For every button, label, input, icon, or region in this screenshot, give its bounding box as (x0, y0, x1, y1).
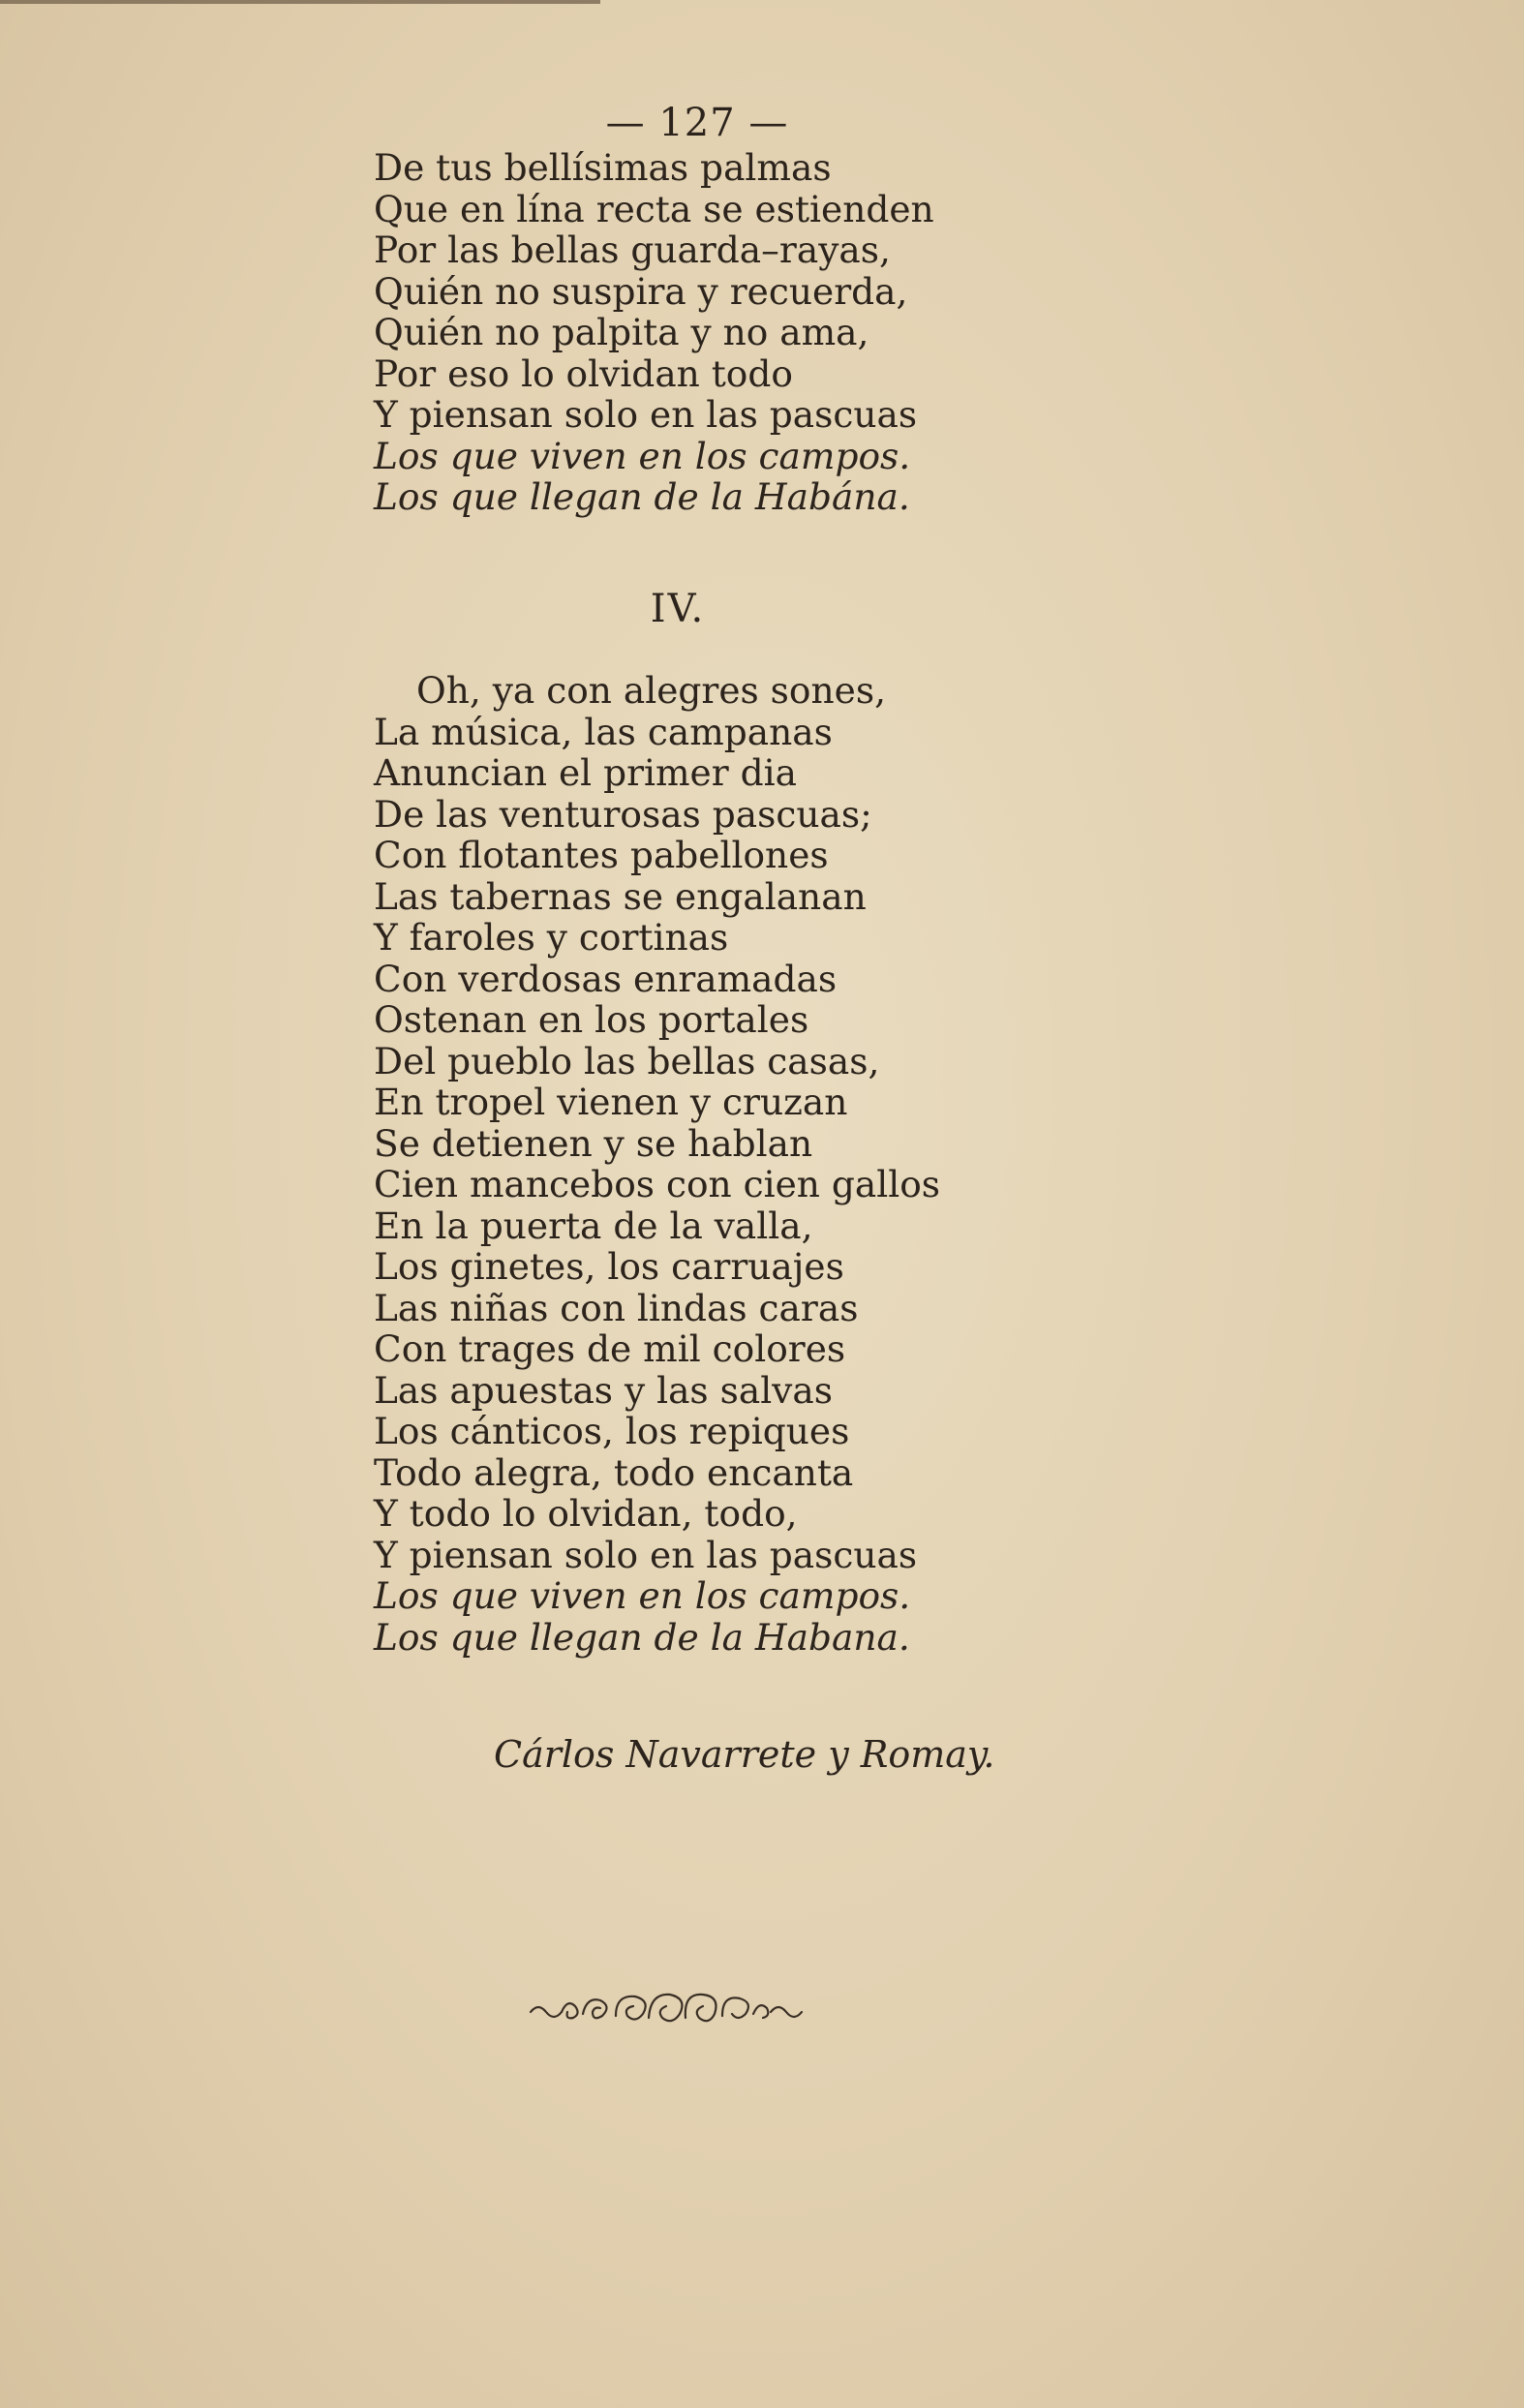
poem-line: Todo alegra, todo encanta (374, 1450, 854, 1494)
stanza-2 (374, 670, 940, 1658)
poem-line: Por eso lo olvidan todo (374, 351, 793, 395)
author-signature: Cárlos Navarrete y Romay. (494, 1733, 995, 1776)
poem-line: Cien mancebos con cien gallos (374, 1163, 941, 1205)
poem-line: Los cánticos, los repiques (374, 1410, 850, 1452)
poem-line: Quién no palpita y no ama, (374, 311, 869, 353)
poem-line: Ostenan en los portales (374, 998, 809, 1041)
poem-line: Quién no suspira y recuerda, (374, 269, 908, 313)
poem-line: Del pueblo las bellas casas, (374, 1039, 880, 1082)
stanza-1 (374, 147, 934, 518)
poem-line: Oh, ya con alegres sones, (416, 669, 887, 712)
poem-refrain-line: Los que llegan de la Habána. (374, 475, 910, 518)
page-number: — 127 — (605, 101, 789, 145)
poem-line: Y todo lo olvidan, todo, (374, 1492, 798, 1535)
top-rule (0, 0, 600, 4)
poem-line: Anuncian el primer dia (374, 751, 797, 794)
poem-line: Que en lína recta se estienden (374, 187, 934, 230)
poem-line: Y faroles y cortinas (374, 916, 729, 959)
poem-line: Se detienen y se hablan (374, 1121, 813, 1165)
poem-line: En la puerta de la valla, (374, 1204, 813, 1247)
section-heading: IV. (650, 587, 706, 631)
poem-refrain-line: Los que llegan de la Habana. (374, 1615, 910, 1659)
poem-line: Y piensan solo en las pascuas (374, 1533, 918, 1576)
poem-line: Y piensan solo en las pascuas (374, 393, 918, 436)
poem-line: De las venturosas pascuas; (374, 792, 872, 836)
poem-line: La música, las campanas (374, 710, 833, 753)
poem-line: Las niñas con lindas caras (374, 1286, 859, 1329)
poem-line: Los ginetes, los carruajes (374, 1245, 844, 1288)
poem-refrain-line: Los que viven en los campos. (374, 1574, 911, 1617)
poem-line: Las tabernas se engalanan (374, 874, 867, 918)
poem-line: En tropel vienen y cruzan (374, 1081, 848, 1123)
poem-line: Con trages de mil colores (374, 1327, 846, 1370)
poem-line: De tus bellísimas palmas (374, 146, 832, 189)
poem-line: Por las bellas guarda–rayas, (374, 229, 891, 271)
poem-refrain-line: Los que viven en los campos. (374, 434, 911, 477)
poem-line: Con verdosas enramadas (374, 957, 838, 1000)
decorative-flourish-icon (523, 1985, 813, 2033)
poem-line: Las apuestas y las salvas (374, 1368, 833, 1412)
poem-line: Con flotantes pabellones (374, 834, 829, 876)
